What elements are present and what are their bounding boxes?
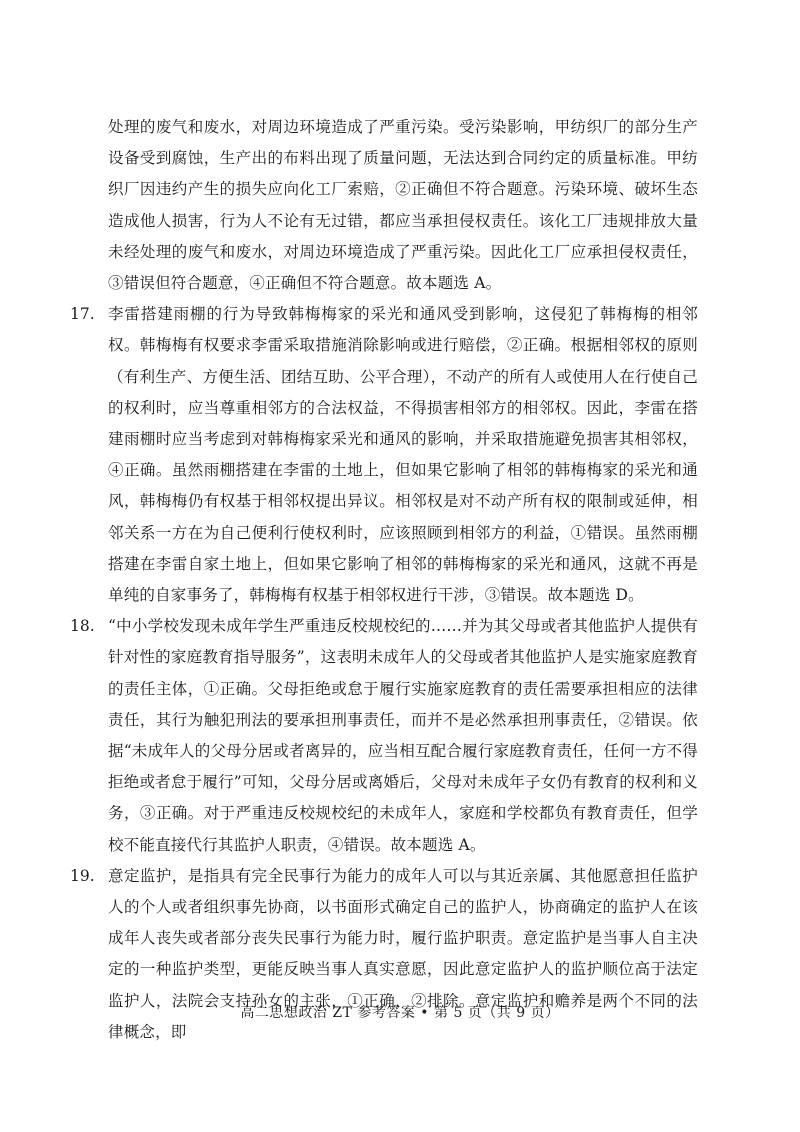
page-footer: 高二思想政治 ZT 参考答案 • 第 5 页（共 9 页） [240, 1005, 560, 1021]
answer-text: 意定监护，是指具有完全民事行为能力的成年人可以与其近亲属、其他愿意担任监护人的个人或者组织事先协商，以书面形式确定自己的监护人，协商确定的监护人在该成年人丧失或者部分丧失民事行为能力时，履行监护职责。意定监护是当事人自主决定的一种监护类型，更能反映当事人真实意愿，因此意定监护人的监护顺位高于法定监护人，法院会支持孙女的主张，①正确，②排除。意定监护和赡养是两个不同的法律概念，即 [108, 866, 698, 1041]
answer-item-17 [70, 299, 698, 611]
answer-number: 17. [70, 305, 95, 324]
answer-text: 李雷搭建雨棚的行为导致韩梅梅家的采光和通风受到影响，这侵犯了韩梅梅的相邻权。韩梅梅有权要求李雷采取措施消除影响或进行赔偿，②正确。根据相邻权的原则（有利生产、方便生活、团结互助、公平合理），不动产的所有人或使用人在行使自己的权利时，应当尊重相邻方的合法权益，不得损害相邻方的相邻权。因此，李雷在搭建雨棚时应当考虑到对韩梅梅家采光和通风的影响，并采取措施避免损害其相邻权，④正确。虽然雨棚搭建在李雷的土地上，但如果它影响了相邻的韩梅梅家的采光和通风，韩梅梅仍有权基于相邻权提出异议。相邻权是对不动产所有权的限制或延伸，相邻关系一方在为自己便利行使权利时，应该照顾到相邻方的利益，①错误。虽然雨棚搭建在李雷自家土地上，但如果它影响了相邻的韩梅梅家的采光和通风，这就不再是单纯的自家事务了，韩梅梅有权基于相邻权进行干涉，③错误。故本题选 D。 [108, 305, 698, 605]
answer-text: “中小学校发现未成年学生严重违反校规校纪的……并为其父母或者其他监护人提供有针对性的家庭教育指导服务”，这表明未成年人的父母或者其他监护人是实施家庭教育的责任主体，①正确。父母拒绝或怠于履行实施家庭教育的责任需要承担相应的法律责任，其行为触犯刑法的要承担刑事责任，而并不是必然承担刑事责任，②错误。依据“未成年人的父母分居或者离异的，应当相互配合履行家庭教育责任，任何一方不得拒绝或者怠于履行”可知，父母分居或离婚后，父母对未成年子女仍有教育的权利和义务，③正确。对于严重违反校规校纪的未成年人，家庭和学校都负有教育责任，但学校不能直接代行其监护人职责，④错误。故本题选 A。 [108, 617, 698, 854]
answer-content [70, 112, 698, 1048]
answer-number: 19. [70, 866, 95, 885]
continued-answer-paragraph: 处理的废气和废水，对周边环境造成了严重污染。受污染影响，甲纺织厂的部分生产设备受到腐蚀，生产出的布料出现了质量问题，无法达到合同约定的质量标准。甲纺织厂因违约产生的损失应向化工厂索赔，②正确但不符合题意。污染环境、破坏生态造成他人损害，行为人不论有无过错，都应当承担侵权责任。该化工厂违规排放大量未经处理的废气和废水，对周边环境造成了严重污染。因此化工厂应承担侵权责任，③错误但符合题意，④正确但不符合题意。故本题选 A。 [108, 118, 698, 293]
answer-item-18 [70, 611, 698, 861]
answer-number: 18. [70, 617, 95, 636]
